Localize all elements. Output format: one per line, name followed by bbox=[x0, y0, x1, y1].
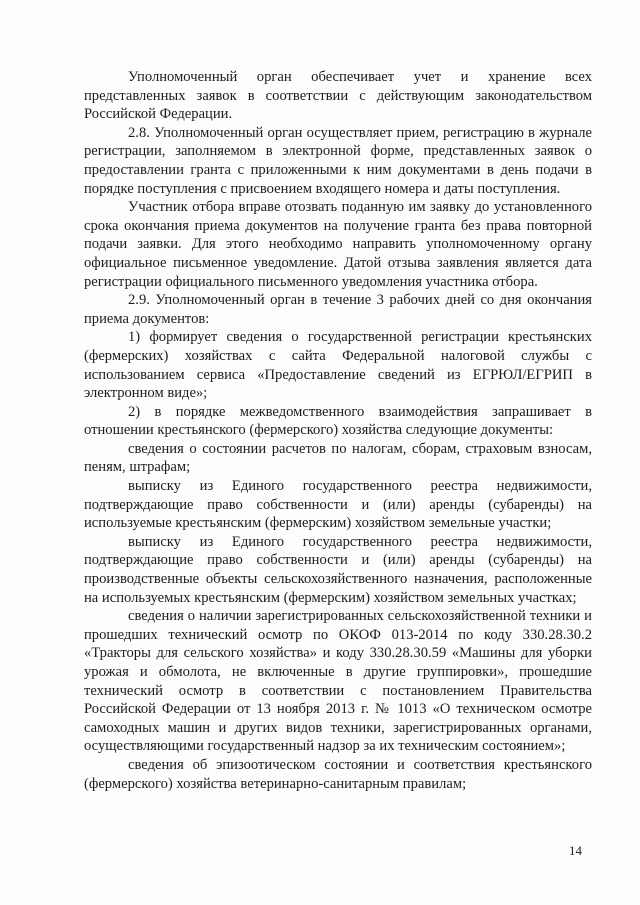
paragraph-2-9-intro: 2.9. Уполномоченный орган в течение 3 рабочих дней со дня окончания приема документов: bbox=[84, 292, 592, 327]
paragraph-facilities-registry-extract: выписку из Единого государственного реестра недвижимости, подтверждающие право собственности и (или) аренды (субаренды) на производственные объекты сельскохозяйственного назначения, расположенные на используемых крестьянским (фермерским) хозяйством земельных участках; bbox=[84, 533, 592, 606]
paragraph-veterinary-info: сведения об эпизоотическом состоянии и соответствия крестьянского (фермерского) хозяйства ветеринарно-санитарным правилам; bbox=[84, 756, 592, 792]
paragraph-tax-info: сведения о состоянии расчетов по налогам, сборам, страховым взносам, пеням, штрафам; bbox=[84, 440, 592, 476]
paragraph-storage-of-applications: Уполномоченный орган обеспечивает учет и хранение всех представленных заявок в соответствии с действующим законодательством Российской Федерации. bbox=[84, 69, 592, 123]
paragraph-item-1: 1) формирует сведения о государственной регистрации крестьянских (фермерских) хозяйствах с сайта Федеральной налоговой службы с использованием сервиса «Предоставление сведений из ЕГРЮЛ/ЕГРИП в электронном виде»; bbox=[84, 329, 592, 402]
paragraph-item-2: 2) в порядке межведомственного взаимодействия запрашивает в отношении крестьянского (фермерского) хозяйства следующие документы: bbox=[84, 403, 592, 439]
paragraph-machinery-info: сведения о наличии зарегистрированных сельскохозяйственной техники и прошедших технический осмотр по ОКОФ 013-2014 по коду 330.28.30.2 «Тракторы для сельского хозяйства» и коду 330.28.30.59 «Машины для уборки урожая и обмолота, не включенные в другие группировки», прошедшие технический осмотр в соответствии с постановлением Правительства Российской Федерации от 13 ноября 2013 г. № 1013 «О техническом осмотре самоходных машин и других видов техники, зарегистрированных органами, осуществляющими государственный надзор за их техническим состоянием»; bbox=[84, 608, 592, 755]
paragraph-2-8-registration: 2.8. Уполномоченный орган осуществляет прием, регистрацию в журнале регистрации, заполняемом в электронной форме, представленных заявок о предоставлении гранта с приложенными к ним документами в день подачи в порядке поступления с присвоением входящего номера и даты поступления. bbox=[84, 124, 592, 197]
page-number: 14 bbox=[569, 843, 582, 858]
paragraph-land-registry-extract: выписку из Единого государственного реестра недвижимости, подтверждающие право собственности и (или) аренды (субаренды) на используемые крестьянским (фермерским) хозяйством земельные участки; bbox=[84, 478, 592, 532]
paragraph-withdrawal: Участник отбора вправе отозвать поданную им заявку до установленного срока окончания приема документов на получение гранта без права повторной подачи заявки. Для этого необходимо направить уполномоченному органу официальное письменное уведомление. Датой отзыва заявления является дата регистрации официального письменного уведомления участника отбора. bbox=[84, 199, 592, 290]
document-body bbox=[84, 68, 592, 793]
